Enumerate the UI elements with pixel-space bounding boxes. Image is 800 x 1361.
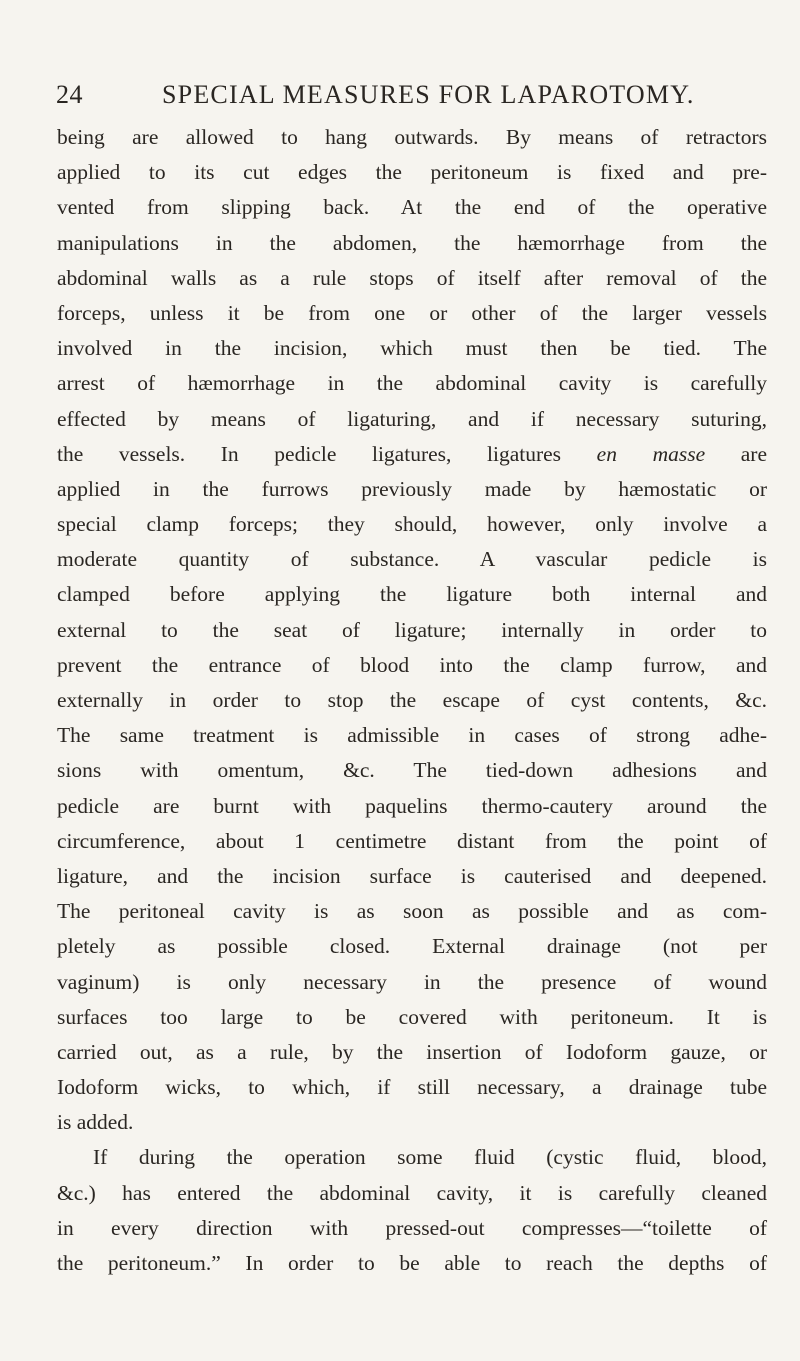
text-line: carried out, as a rule, by the insertion of Iodoform gauze, or	[57, 1039, 767, 1064]
text-line: pletely as possible closed. External drainage (not per	[57, 934, 767, 959]
text-line: Iodoform wicks, to which, if still necessary, a drainage tube	[57, 1075, 767, 1100]
text-line: &c.) has entered the abdominal cavity, it is carefully cleaned	[57, 1180, 767, 1205]
running-head: SPECIAL MEASURES FOR LAPAROTOMY.	[162, 80, 695, 109]
text-line-with-italic	[57, 437, 767, 472]
text-line: pedicle are burnt with paquelins thermo-cautery around the	[57, 793, 767, 818]
text-line: applied to its cut edges the peritoneum is fixed and pre-	[57, 160, 767, 185]
text-line: forceps, unless it be from one or other of the larger vessels	[57, 300, 767, 325]
text-line: applied in the furrows previously made by hæmostatic or	[57, 476, 767, 501]
body-text	[57, 120, 767, 1281]
text-line: The same treatment is admissible in cases of strong adhe-	[57, 723, 767, 748]
paragraph	[57, 1140, 767, 1281]
text-line: manipulations in the abdomen, the hæmorrhage from the	[57, 230, 767, 255]
text-line: ligature, and the incision surface is cauterised and deepened.	[57, 863, 767, 888]
text-line: arrest of hæmorrhage in the abdominal cavity is carefully	[57, 371, 767, 396]
text-line: prevent the entrance of blood into the clamp furrow, and	[57, 652, 767, 677]
text-line: externally in order to stop the escape of cyst contents, &c.	[57, 688, 767, 712]
text-line: in every direction with pressed-out compresses—“toilette of	[57, 1215, 767, 1240]
text-line: special clamp forceps; they should, however, only involve a	[57, 512, 767, 537]
text-segment: are	[740, 441, 768, 466]
text-line: clamped before applying the ligature both internal and	[57, 582, 767, 607]
text-line: external to the seat of ligature; internally in order to	[57, 617, 767, 642]
page-header	[0, 80, 800, 112]
text-line: vented from slipping back. At the end of the operative	[57, 195, 767, 220]
text-line: vaginum) is only necessary in the presence of wound	[57, 969, 767, 994]
text-line: abdominal walls as a rule stops of itself after removal of the	[57, 265, 767, 290]
text-line: If during the operation some fluid (cystic fluid, blood,	[93, 1145, 767, 1170]
text-line: sions with omentum, &c. The tied-down adhesions and	[57, 758, 767, 783]
page-number: 24	[56, 80, 83, 109]
text-line: the peritoneum.” In order to be able to reach the depths of	[57, 1251, 767, 1275]
text-line: The peritoneal cavity is as soon as possible and as com-	[57, 899, 767, 924]
italic-phrase: en masse	[596, 441, 706, 466]
text-line: effected by means of ligaturing, and if necessary suturing,	[57, 406, 767, 431]
paragraph	[57, 120, 767, 1140]
text-line: moderate quantity of substance. A vascular pedicle is	[57, 547, 767, 572]
text-line: involved in the incision, which must then be tied. The	[57, 336, 767, 361]
text-line: surfaces too large to be covered with peritoneum. It is	[57, 1004, 767, 1029]
text-line: circumference, about 1 centimetre distant from the point of	[57, 828, 767, 853]
text-line: being are allowed to hang outwards. By means of retractors	[57, 125, 767, 149]
text-line: is added.	[57, 1110, 134, 1135]
text-segment: the vessels. In pedicle ligatures, ligatures	[57, 441, 562, 466]
